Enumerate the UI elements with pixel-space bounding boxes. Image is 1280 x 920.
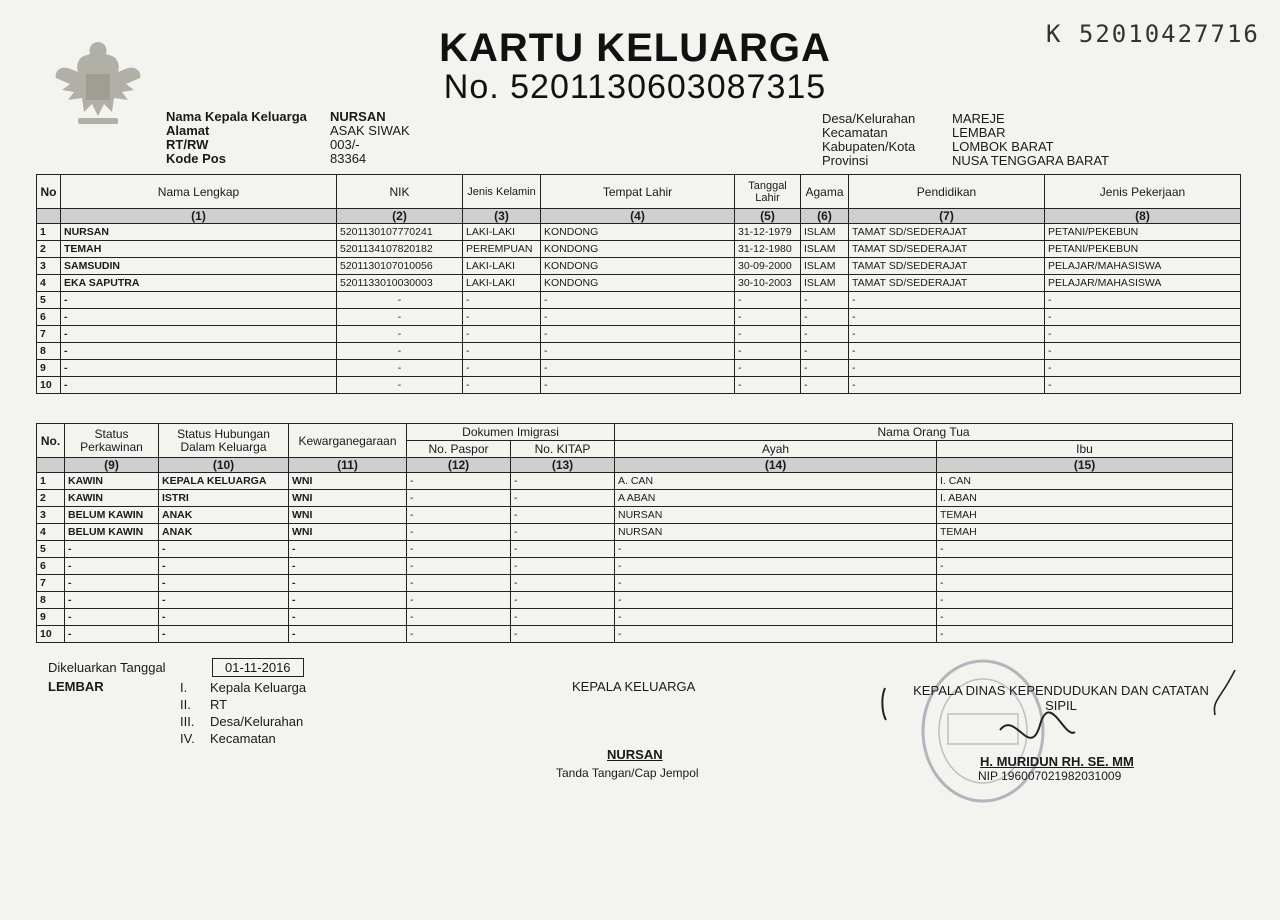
table-cell: TAMAT SD/SEDERAJAT [849, 258, 1045, 275]
table-cell: - [337, 326, 463, 343]
issue-place: LEMBAR [48, 679, 104, 694]
table-cell: ANAK [159, 524, 289, 541]
table-row [37, 292, 1241, 309]
col-header: No [37, 175, 61, 209]
table-cell: - [1045, 292, 1241, 309]
table-row [37, 360, 1241, 377]
table-row [37, 507, 1233, 524]
table-cell: 31-12-1979 [735, 224, 801, 241]
table-cell: - [937, 575, 1233, 592]
table-cell: - [1045, 377, 1241, 394]
table-cell: TEMAH [937, 524, 1233, 541]
table-cell: - [849, 309, 1045, 326]
family-members-table [36, 174, 1241, 394]
table-cell: I. ABAN [937, 490, 1233, 507]
table-cell: - [159, 609, 289, 626]
col-header: Jenis Pekerjaan [1045, 175, 1241, 209]
col-header: Kewarganegaraan [289, 424, 407, 458]
issued-label: Dikeluarkan Tanggal [48, 660, 166, 675]
table-cell: WNI [289, 490, 407, 507]
table-cell: KAWIN [65, 473, 159, 490]
family-status-table [36, 423, 1233, 643]
table-cell: - [511, 524, 615, 541]
table-cell: - [289, 592, 407, 609]
table-cell: 2 [37, 241, 61, 258]
col-header: No. [37, 424, 65, 458]
table-row [37, 558, 1233, 575]
col-number: (4) [541, 209, 735, 224]
table-cell: - [541, 377, 735, 394]
issued-date: 01-11-2016 [212, 658, 304, 677]
col-header: Nama Orang Tua [615, 424, 1233, 441]
table-cell: - [735, 343, 801, 360]
table-cell: - [159, 541, 289, 558]
table-cell: ANAK [159, 507, 289, 524]
document-serial: K 52010427716 [1046, 20, 1260, 48]
col-header: Pendidikan [849, 175, 1045, 209]
table-cell: KEPALA KELUARGA [159, 473, 289, 490]
col-header: Jenis Kelamin [463, 175, 541, 209]
col-header: Dokumen Imigrasi [407, 424, 615, 441]
table-cell: - [511, 592, 615, 609]
table-cell: - [615, 626, 937, 643]
header-field: Alamat ASAK SIWAK [166, 123, 410, 138]
table-row [37, 309, 1241, 326]
signature-icon [880, 670, 1240, 780]
header-right [822, 112, 1109, 168]
header-field: Nama Kepala Keluarga NURSAN [166, 109, 386, 124]
list-item: I. Kepala Keluarga [180, 680, 307, 695]
col-number: (12) [407, 458, 511, 473]
table-cell: - [407, 507, 511, 524]
col-number: (5) [735, 209, 801, 224]
table-cell: - [61, 377, 337, 394]
table-cell: - [463, 377, 541, 394]
table-cell: - [849, 360, 1045, 377]
distribution-list [180, 679, 306, 747]
table-cell: - [801, 343, 849, 360]
table-cell: - [61, 343, 337, 360]
col-header: No. Paspor [407, 441, 511, 458]
table-row [37, 473, 1233, 490]
table-cell: - [337, 343, 463, 360]
table-cell: - [407, 541, 511, 558]
col-number: (8) [1045, 209, 1241, 224]
table-row [37, 592, 1233, 609]
table-cell: - [61, 292, 337, 309]
table-cell: - [65, 541, 159, 558]
table-cell: 9 [37, 609, 65, 626]
table-cell: - [61, 360, 337, 377]
table-cell: 1 [37, 224, 61, 241]
table-cell: - [407, 609, 511, 626]
table-cell: LAKI-LAKI [463, 275, 541, 292]
table-cell: ISTRI [159, 490, 289, 507]
table-cell: 6 [37, 558, 65, 575]
table-cell: SAMSUDIN [61, 258, 337, 275]
table-cell: - [289, 541, 407, 558]
col-number: (13) [511, 458, 615, 473]
table-cell: 3 [37, 258, 61, 275]
col-number: (1) [61, 209, 337, 224]
col-number: (9) [65, 458, 159, 473]
col-header: Tanggal Lahir [735, 175, 801, 209]
table-cell: 7 [37, 575, 65, 592]
table-cell: 9 [37, 360, 61, 377]
table-cell: KAWIN [65, 490, 159, 507]
col-header: Nama Lengkap [61, 175, 337, 209]
header-field: Desa/Kelurahan MAREJE [822, 111, 1005, 126]
table-cell: - [65, 626, 159, 643]
table-row [37, 326, 1241, 343]
table-cell: - [801, 309, 849, 326]
table-cell: - [407, 592, 511, 609]
col-number: (15) [937, 458, 1233, 473]
table-row [37, 275, 1241, 292]
col-header: Tempat Lahir [541, 175, 735, 209]
table-cell: - [541, 326, 735, 343]
list-item: II. RT [180, 697, 228, 712]
table-cell: - [849, 326, 1045, 343]
table-cell: - [159, 626, 289, 643]
table-cell: WNI [289, 524, 407, 541]
table-cell: - [407, 524, 511, 541]
table-cell: - [541, 309, 735, 326]
table-cell: - [735, 326, 801, 343]
table-cell: - [511, 541, 615, 558]
table-cell: ISLAM [801, 241, 849, 258]
table-cell: - [407, 558, 511, 575]
table-cell: - [511, 558, 615, 575]
table-cell: A. CAN [615, 473, 937, 490]
table-cell: - [801, 292, 849, 309]
table-cell: 30-09-2000 [735, 258, 801, 275]
table-cell: - [337, 377, 463, 394]
table-cell: - [407, 626, 511, 643]
table-cell: 10 [37, 377, 61, 394]
table-cell: - [1045, 343, 1241, 360]
table-cell: - [407, 575, 511, 592]
table-cell: ISLAM [801, 258, 849, 275]
table-cell: - [159, 558, 289, 575]
table-cell: WNI [289, 507, 407, 524]
table-cell: WNI [289, 473, 407, 490]
table-cell: 4 [37, 524, 65, 541]
table-cell: - [159, 592, 289, 609]
table-cell: A ABAN [615, 490, 937, 507]
table-cell: - [735, 292, 801, 309]
table-cell: ISLAM [801, 224, 849, 241]
table-cell: - [337, 292, 463, 309]
col-number: (2) [337, 209, 463, 224]
table-cell: 30-10-2003 [735, 275, 801, 292]
table-row [37, 224, 1241, 241]
table-cell: KONDONG [541, 224, 735, 241]
table-cell: - [463, 326, 541, 343]
table-cell: KONDONG [541, 275, 735, 292]
table-cell: TEMAH [61, 241, 337, 258]
table-cell: BELUM KAWIN [65, 524, 159, 541]
kk-number: No. 5201130603087315 [443, 68, 827, 106]
table-cell: 4 [37, 275, 61, 292]
table-cell: - [289, 575, 407, 592]
col-number: (10) [159, 458, 289, 473]
table-cell: - [937, 626, 1233, 643]
table-cell: 5201130107010056 [337, 258, 463, 275]
table-cell: NURSAN [61, 224, 337, 241]
table-cell: PELAJAR/MAHASISWA [1045, 258, 1241, 275]
table-cell: - [511, 490, 615, 507]
table-cell: - [65, 558, 159, 575]
col-number: (3) [463, 209, 541, 224]
table-cell: PELAJAR/MAHASISWA [1045, 275, 1241, 292]
table-cell: 10 [37, 626, 65, 643]
table-cell: - [541, 343, 735, 360]
table-row [37, 541, 1233, 558]
table-cell: - [801, 326, 849, 343]
table-cell: 1 [37, 473, 65, 490]
table-cell: - [735, 360, 801, 377]
table-cell: - [463, 343, 541, 360]
col-header: NIK [337, 175, 463, 209]
table-cell: - [849, 292, 1045, 309]
table-cell: NURSAN [615, 524, 937, 541]
table-row [37, 524, 1233, 541]
table-cell: - [61, 326, 337, 343]
col-header: Ibu [937, 441, 1233, 458]
table-row [37, 343, 1241, 360]
table-cell: - [289, 609, 407, 626]
col-header: Agama [801, 175, 849, 209]
table-cell: 7 [37, 326, 61, 343]
header-left [166, 110, 410, 166]
table-cell: - [1045, 360, 1241, 377]
table-cell: - [541, 360, 735, 377]
table-cell: PEREMPUAN [463, 241, 541, 258]
header-field: RT/RW 003/- [166, 137, 360, 152]
table-cell: 8 [37, 592, 65, 609]
header-field: Kabupaten/Kota LOMBOK BARAT [822, 139, 1054, 154]
table-cell: LAKI-LAKI [463, 258, 541, 275]
table-row [37, 609, 1233, 626]
table-cell: - [615, 609, 937, 626]
table-cell: - [541, 292, 735, 309]
table-cell: - [615, 575, 937, 592]
col-header: No. KITAP [511, 441, 615, 458]
table-cell: 5201133010030003 [337, 275, 463, 292]
table-cell: LAKI-LAKI [463, 224, 541, 241]
table-cell: - [937, 592, 1233, 609]
table-cell: ISLAM [801, 275, 849, 292]
table-cell: - [615, 592, 937, 609]
table-row [37, 258, 1241, 275]
col-header: Ayah [615, 441, 937, 458]
table-cell: TAMAT SD/SEDERAJAT [849, 241, 1045, 258]
table-cell: BELUM KAWIN [65, 507, 159, 524]
table-cell: TEMAH [937, 507, 1233, 524]
table-cell: - [65, 575, 159, 592]
table-cell: - [735, 377, 801, 394]
table-row [37, 626, 1233, 643]
table-cell: - [511, 473, 615, 490]
col-number: (6) [801, 209, 849, 224]
table-row [37, 377, 1241, 394]
table-cell: 5201134107820182 [337, 241, 463, 258]
document-title: KARTU KELUARGA [439, 26, 831, 70]
table-cell: 5 [37, 541, 65, 558]
column-number-row [37, 209, 1241, 224]
table-cell: - [337, 360, 463, 377]
col-header: Status Perkawinan [65, 424, 159, 458]
table-cell: - [65, 609, 159, 626]
table-cell: - [511, 626, 615, 643]
table-cell: - [801, 377, 849, 394]
table-cell: - [849, 377, 1045, 394]
table-cell: - [937, 541, 1233, 558]
table-cell: - [407, 473, 511, 490]
table-row [37, 575, 1233, 592]
col-number: (14) [615, 458, 937, 473]
table-cell: - [1045, 309, 1241, 326]
table-cell: 5 [37, 292, 61, 309]
table-cell: - [289, 558, 407, 575]
table-cell: TAMAT SD/SEDERAJAT [849, 275, 1045, 292]
official-name: H. MURIDUN RH. SE. MM [980, 754, 1134, 769]
table-cell: - [337, 309, 463, 326]
table-cell: - [463, 360, 541, 377]
table-cell: PETANI/PEKEBUN [1045, 241, 1241, 258]
table-cell: 8 [37, 343, 61, 360]
table-cell: - [511, 507, 615, 524]
table-cell: KONDONG [541, 241, 735, 258]
table-cell: - [849, 343, 1045, 360]
kepala-keluarga-label: KEPALA KELUARGA [572, 679, 696, 694]
col-number: (7) [849, 209, 1045, 224]
table-cell: 5201130107770241 [337, 224, 463, 241]
table-cell: - [289, 626, 407, 643]
table-cell: - [65, 592, 159, 609]
table-cell: - [61, 309, 337, 326]
table-cell: - [407, 490, 511, 507]
table-cell: - [735, 309, 801, 326]
table-cell: - [463, 292, 541, 309]
table-cell: 6 [37, 309, 61, 326]
list-item: III. Desa/Kelurahan [180, 714, 304, 729]
table-cell: - [801, 360, 849, 377]
col-header: Status Hubungan Dalam Keluarga [159, 424, 289, 458]
table-cell: - [511, 609, 615, 626]
table-cell: - [1045, 326, 1241, 343]
table-cell: - [159, 575, 289, 592]
table-cell: - [937, 558, 1233, 575]
column-number-row [37, 458, 1233, 473]
table-cell: PETANI/PEKEBUN [1045, 224, 1241, 241]
table-cell: I. CAN [937, 473, 1233, 490]
table-cell: TAMAT SD/SEDERAJAT [849, 224, 1045, 241]
kepala-keluarga-name: NURSAN [607, 747, 663, 762]
table-cell: - [615, 541, 937, 558]
col-number: (11) [289, 458, 407, 473]
table-cell: NURSAN [615, 507, 937, 524]
table-cell: EKA SAPUTRA [61, 275, 337, 292]
table-cell: - [937, 609, 1233, 626]
list-item: IV. Kecamatan [180, 731, 276, 746]
official-nip: NIP 196007021982031009 [978, 769, 1122, 783]
table-cell: - [511, 575, 615, 592]
table-cell: KONDONG [541, 258, 735, 275]
table-header-row [37, 424, 1233, 441]
table-row [37, 241, 1241, 258]
table-cell: 31-12-1980 [735, 241, 801, 258]
table-row [37, 490, 1233, 507]
table-cell: - [615, 558, 937, 575]
table-header-row [37, 175, 1241, 209]
header-field: Provinsi NUSA TENGGARA BARAT [822, 153, 1110, 168]
table-cell: 2 [37, 490, 65, 507]
signature-caption: Tanda Tangan/Cap Jempol [556, 766, 699, 780]
table-cell: 3 [37, 507, 65, 524]
header-field: Kecamatan LEMBAR [822, 125, 1006, 140]
header-field: Kode Pos 83364 [166, 151, 367, 166]
table-cell: - [463, 309, 541, 326]
dinas-title: KEPALA DINAS KEPENDUDUKAN DAN CATATAN SIPIL [913, 683, 1209, 713]
